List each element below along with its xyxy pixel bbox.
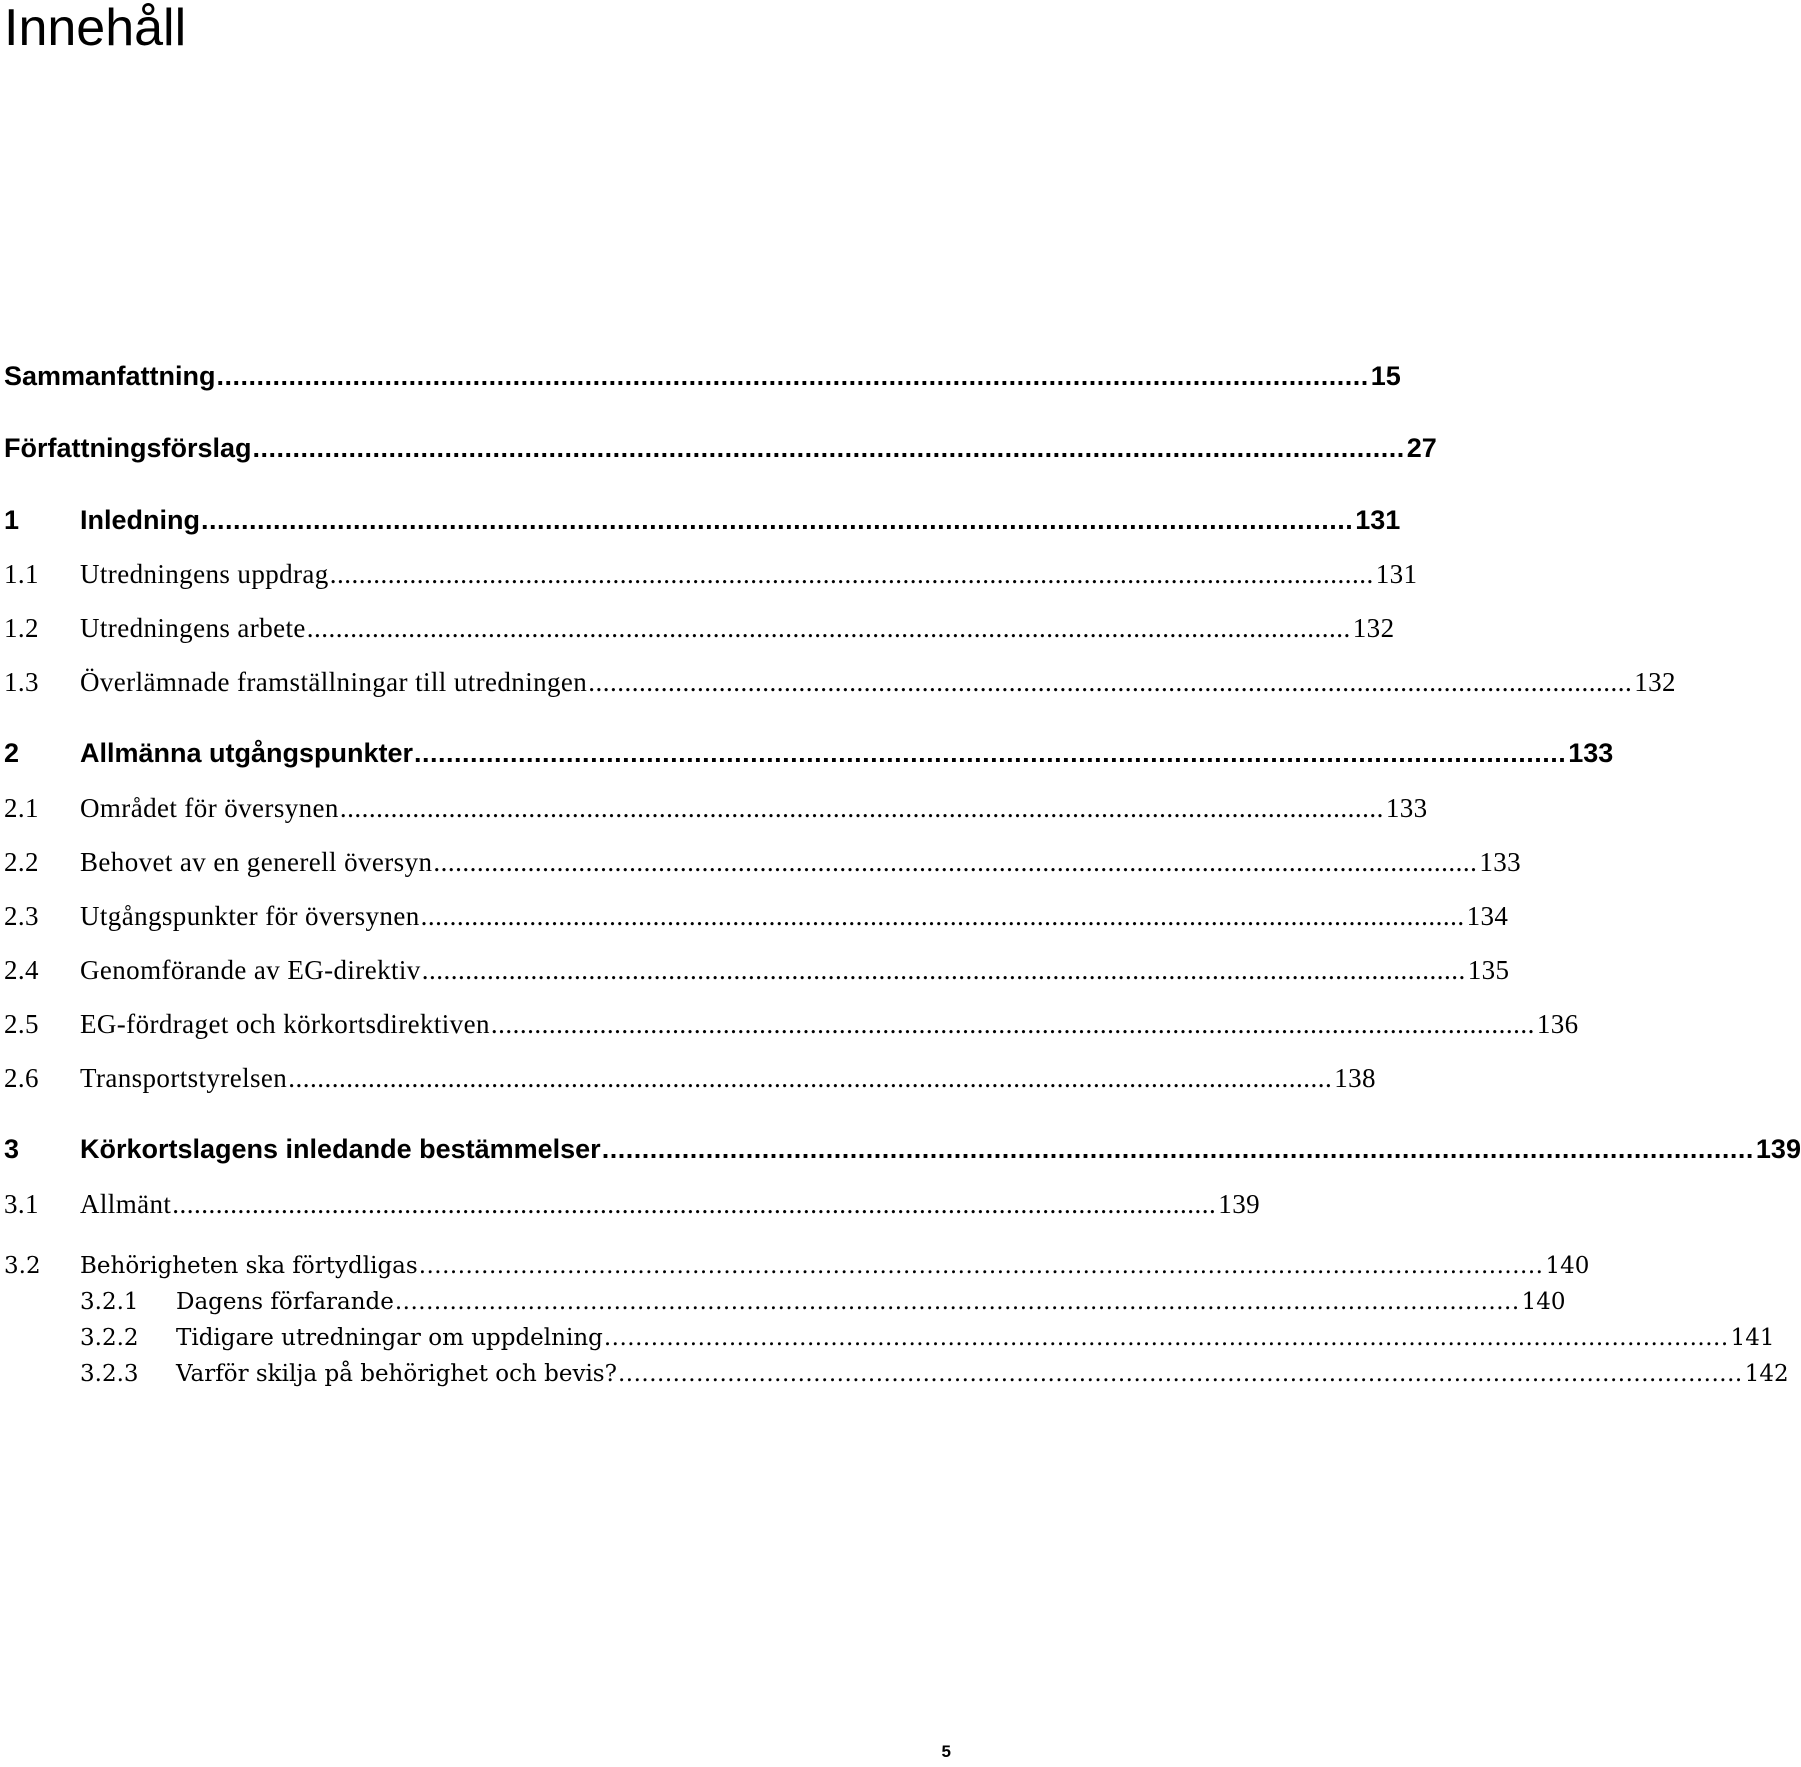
toc-entry-title: Utredningens uppdrag bbox=[80, 559, 329, 589]
toc-entry-title: Genomförande av EG-direktiv bbox=[80, 955, 421, 985]
toc-entry-section-1-1[interactable] bbox=[4, 556, 1418, 592]
toc-leader-dots: ................................................................................................................................................ bbox=[306, 613, 1351, 643]
toc-entry-title: Tidigare utredningar om uppdelning bbox=[176, 1325, 603, 1351]
toc-entry-number: 1 bbox=[4, 505, 20, 535]
toc-leader-dots: ................................................................................................................................................ bbox=[617, 1361, 1743, 1387]
toc-entry-section-2-2[interactable] bbox=[4, 844, 1522, 880]
toc-entry-number: 3.1 bbox=[4, 1189, 39, 1219]
toc-entry-number: 2 bbox=[4, 738, 20, 768]
toc-entry-title: Varför skilja på behörighet och bevis? bbox=[176, 1361, 617, 1387]
toc-entry-number: 3.2.3 bbox=[80, 1361, 139, 1387]
toc-leader-dots: ................................................................................................................................................ bbox=[172, 1189, 1217, 1219]
toc-entry-section-1-2[interactable] bbox=[4, 610, 1395, 646]
toc-leader-dots: ................................................................................................................................................ bbox=[420, 901, 1465, 931]
toc-entry-page: 132 bbox=[1634, 667, 1676, 697]
toc-entry-title: Behovet av en generell översyn bbox=[80, 847, 433, 877]
toc-entry-section-3-2-3[interactable] bbox=[80, 1356, 1789, 1392]
toc-entry-page: 140 bbox=[1521, 1289, 1566, 1315]
toc-entry-title: Inledning bbox=[80, 505, 200, 535]
toc-entry-section-2-5[interactable] bbox=[4, 1006, 1579, 1042]
toc-entry-number: 2.5 bbox=[4, 1009, 39, 1039]
toc-entry-section-1-3[interactable] bbox=[4, 664, 1676, 700]
toc-entry-title: Dagens förfarande bbox=[176, 1289, 394, 1315]
toc-entry-section-2-6[interactable] bbox=[4, 1060, 1376, 1096]
toc-entry-page: 138 bbox=[1334, 1063, 1376, 1093]
toc-entry-title: Transportstyrelsen bbox=[80, 1063, 288, 1093]
toc-leader-dots: ................................................................................................................................................ bbox=[394, 1289, 1520, 1315]
toc-leader-dots: ................................................................................................................................................ bbox=[252, 433, 1405, 463]
toc-leader-dots: ................................................................................................................................................ bbox=[329, 559, 1374, 589]
toc-entry-number: 2.4 bbox=[4, 955, 39, 985]
toc-leader-dots: ................................................................................................................................................ bbox=[588, 667, 1633, 697]
toc-entry-page: 141 bbox=[1730, 1325, 1775, 1351]
toc-leader-dots: ................................................................................................................................................ bbox=[490, 1009, 1535, 1039]
toc-entry-number: 1.1 bbox=[4, 559, 39, 589]
toc-entry-title: Utredningens arbete bbox=[80, 613, 306, 643]
toc-entry-title: Utgångspunkter för översynen bbox=[80, 901, 420, 931]
page-title: Innehåll bbox=[4, 0, 187, 57]
toc-entry-page: 131 bbox=[1355, 505, 1401, 535]
toc-entry-number: 1.2 bbox=[4, 613, 39, 643]
toc-entry-title: Sammanfattning bbox=[4, 361, 216, 391]
toc-entry-page: 135 bbox=[1467, 955, 1510, 985]
toc-entry-section-3-2-2[interactable] bbox=[80, 1320, 1775, 1356]
toc-entry-title: Allmänt bbox=[80, 1189, 172, 1219]
toc-leader-dots: ................................................................................................................................................ bbox=[601, 1134, 1754, 1164]
toc-entry-number: 3 bbox=[4, 1134, 20, 1164]
page-number: 5 bbox=[941, 1742, 951, 1761]
toc-entry-title: Författningsförslag bbox=[4, 433, 252, 463]
toc-entry-section-2-4[interactable] bbox=[4, 952, 1510, 988]
toc-entry-section-3-2-1[interactable] bbox=[80, 1284, 1566, 1320]
toc-entry-page: 139 bbox=[1218, 1189, 1260, 1219]
toc-entry-number: 3.2 bbox=[4, 1253, 41, 1279]
toc-entry-title: EG-fördraget och körkortsdirektiven bbox=[80, 1009, 490, 1039]
toc-entry-section-2-1[interactable] bbox=[4, 790, 1428, 826]
toc-entry-chapter-3[interactable] bbox=[4, 1131, 1801, 1167]
toc-entry-section-3-1[interactable] bbox=[4, 1186, 1260, 1222]
toc-entry-title: Körkortslagens inledande bestämmelser bbox=[80, 1134, 601, 1164]
toc-entry-number: 2.3 bbox=[4, 901, 39, 931]
toc-leader-dots: ................................................................................................................................................ bbox=[288, 1063, 1333, 1093]
toc-leader-dots: ................................................................................................................................................ bbox=[200, 505, 1354, 535]
toc-leader-dots: ................................................................................................................................................ bbox=[603, 1325, 1729, 1351]
toc-leader-dots: ................................................................................................................................................ bbox=[421, 955, 1466, 985]
toc-entry-page: 27 bbox=[1406, 433, 1437, 463]
toc-entry-page: 136 bbox=[1536, 1009, 1579, 1039]
toc-leader-dots: ................................................................................................................................................ bbox=[414, 738, 1567, 768]
toc-entry-title: Överlämnade framställningar till utredningen bbox=[80, 667, 588, 697]
toc-entry-page: 15 bbox=[1370, 361, 1401, 391]
toc-entry-chapter-1[interactable] bbox=[4, 502, 1401, 538]
toc-entry-page: 131 bbox=[1375, 559, 1418, 589]
toc-entry-number: 3.2.1 bbox=[80, 1289, 139, 1315]
toc-entry-number: 2.6 bbox=[4, 1063, 39, 1093]
toc-entry-title: Området för översynen bbox=[80, 793, 339, 823]
toc-entry-page: 134 bbox=[1466, 901, 1509, 931]
toc-entry-page: 139 bbox=[1755, 1134, 1801, 1164]
toc-entry-sammanfattning[interactable] bbox=[4, 358, 1401, 394]
toc-leader-dots: ................................................................................................................................................ bbox=[418, 1253, 1544, 1279]
toc-entry-section-2-3[interactable] bbox=[4, 898, 1509, 934]
toc-entry-page: 133 bbox=[1479, 847, 1522, 877]
toc-leader-dots: ................................................................................................................................................ bbox=[339, 793, 1384, 823]
toc-entry-page: 140 bbox=[1545, 1253, 1590, 1279]
toc-entry-chapter-2[interactable] bbox=[4, 735, 1614, 771]
toc-entry-number: 2.2 bbox=[4, 847, 39, 877]
toc-entry-number: 3.2.2 bbox=[80, 1325, 139, 1351]
toc-entry-page: 133 bbox=[1568, 738, 1614, 768]
toc-entry-number: 1.3 bbox=[4, 667, 39, 697]
toc-entry-forfattningsforslag[interactable] bbox=[4, 430, 1437, 466]
toc-leader-dots: ................................................................................................................................................ bbox=[433, 847, 1478, 877]
toc-entry-page: 133 bbox=[1385, 793, 1428, 823]
toc-entry-title: Allmänna utgångspunkter bbox=[80, 738, 414, 768]
toc-leader-dots: ................................................................................................................................................ bbox=[216, 361, 1369, 391]
toc-entry-section-3-2[interactable] bbox=[4, 1248, 1590, 1284]
toc-entry-page: 132 bbox=[1352, 613, 1395, 643]
toc-entry-page: 142 bbox=[1744, 1361, 1789, 1387]
toc-entry-title: Behörigheten ska förtydligas bbox=[80, 1253, 418, 1279]
toc-entry-number: 2.1 bbox=[4, 793, 39, 823]
